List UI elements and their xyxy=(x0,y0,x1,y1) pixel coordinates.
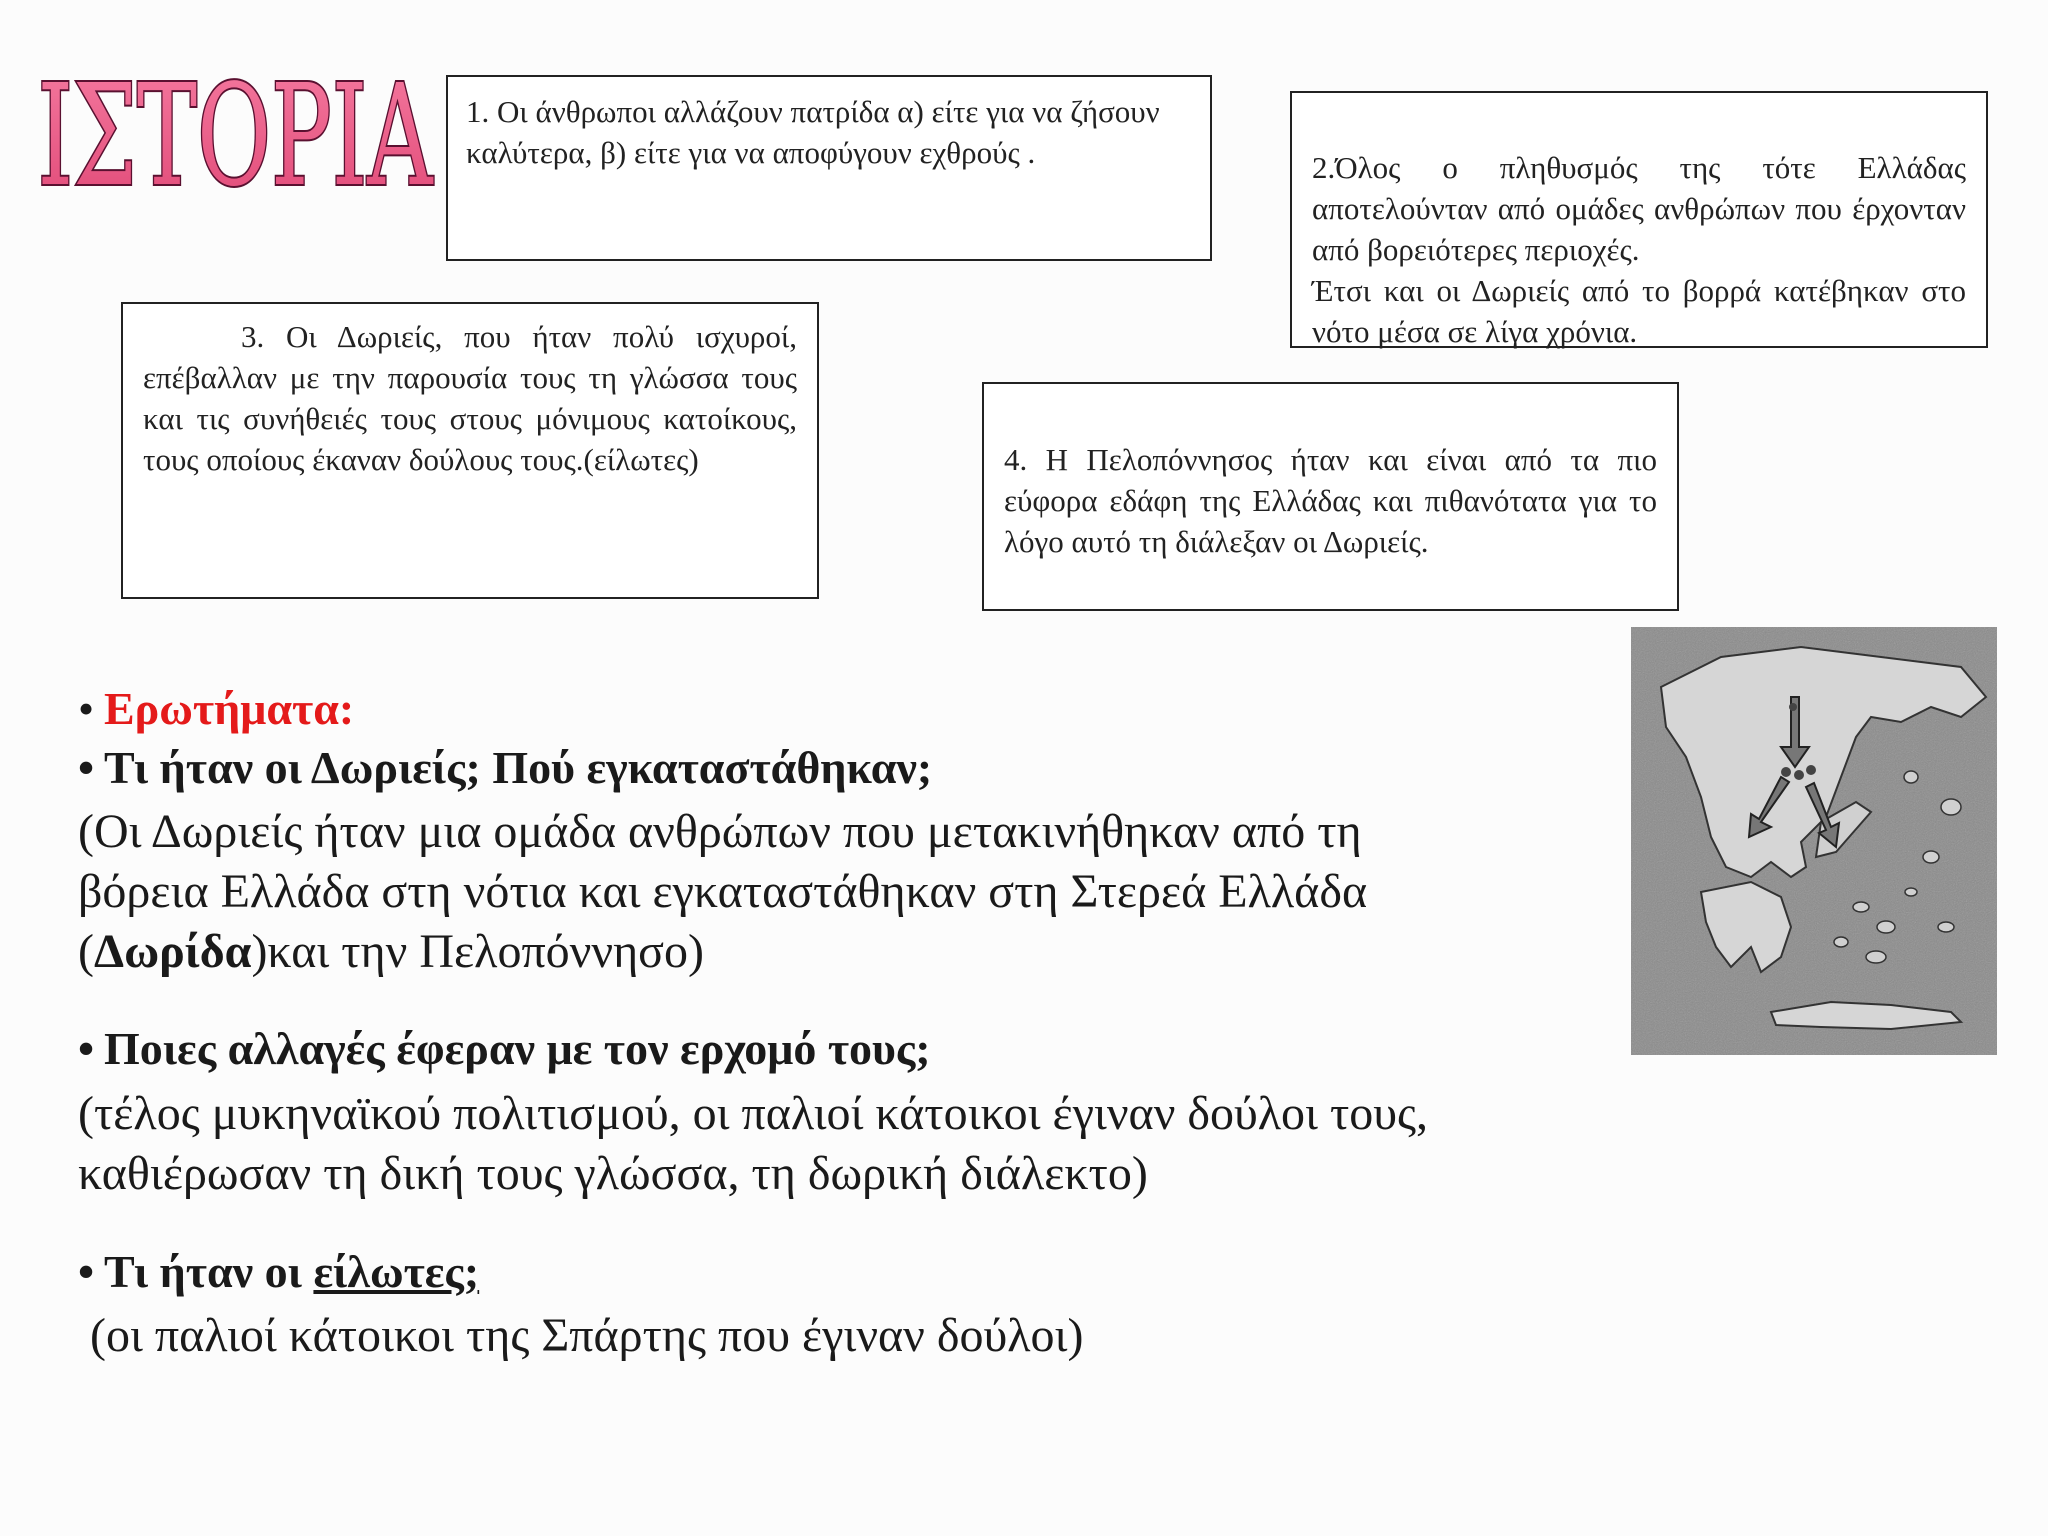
info-box-2-text-2: Έτσι και οι Δωριείς από το βορρά κατέβηκαν στο νότο μέσα σε λίγα χρόνια. xyxy=(1312,273,1966,349)
questions-heading xyxy=(78,680,354,738)
answer-1-line-1: (Οι Δωριείς ήταν μια ομάδα ανθρώπων που μετακινήθηκαν από τη xyxy=(78,805,1362,858)
info-box-2 xyxy=(1290,91,1988,348)
title-wordart xyxy=(30,50,440,210)
bullet: • xyxy=(78,742,95,793)
info-box-1 xyxy=(446,75,1212,261)
info-box-2-text-1: 2.Όλος ο πληθυσμός της τότε Ελλάδας αποτελούνταν από ομάδες ανθρώπων που έρχονταν από βορειότερες περιοχές. xyxy=(1312,150,1966,267)
answer-1-rest: )και την Πελοπόννησο) xyxy=(251,925,705,978)
answer-2-line-1: (τέλος μυκηναϊκού πολιτισμού, οι παλιοί κάτοικοι έγιναν δούλοι τους, xyxy=(78,1087,1429,1140)
greece-map-image xyxy=(1631,627,1997,1055)
question-3 xyxy=(78,1243,479,1301)
bullet: • xyxy=(78,683,95,734)
answer-3: (οι παλιοί κάτοικοι της Σπάρτης που έγιναν δούλοι) xyxy=(78,1309,1084,1362)
questions-heading-text: Ερωτήματα: xyxy=(104,683,355,734)
answer-1-open-paren: ( xyxy=(78,925,94,978)
info-box-3-text: 3. Οι Δωριείς, που ήταν πολύ ισχυροί, επέβαλλαν με την παρουσία τους τη γλώσσα τους και τις συνήθειές τους στους μόνιμους κατοίκους, τους οποίους έκαναν δούλους τους.(είλωτες) xyxy=(143,319,797,477)
question-3-underlined: είλωτες; xyxy=(313,1246,480,1297)
answer-1-line-2: βόρεια Ελλάδα στη νότια και εγκαταστάθηκαν στη Στερεά Ελλάδα xyxy=(78,865,1368,918)
answer-2-line-2: καθιέρωσαν τη δική τους γλώσσα, τη δωρική διάλεκτο) xyxy=(78,1147,1148,1200)
question-1-text: Τι ήταν οι Δωριείς; Πού εγκαταστάθηκαν; xyxy=(104,742,933,793)
info-box-1-text: 1. Οι άνθρωποι αλλάζουν πατρίδα α) είτε για να ζήσουν καλύτερα, β) είτε για να αποφύγουν εχθρούς . xyxy=(466,94,1160,170)
page-title: ΙΣΤΟΡΙΑ xyxy=(37,55,434,210)
answer-1-bold-term: Δωρίδα xyxy=(93,925,252,978)
bullet: • xyxy=(78,1246,95,1297)
info-box-4-text: 4. Η Πελοπόννησος ήταν και είναι από τα πιο εύφορα εδάφη της Ελλάδας και πιθανότατα για το λόγο αυτό τη διάλεξαν οι Δωριείς. xyxy=(1004,442,1657,559)
question-2-text: Ποιες αλλαγές έφεραν με τον ερχομό τους; xyxy=(104,1023,931,1074)
question-2 xyxy=(78,1020,931,1078)
bullet: • xyxy=(78,1023,95,1074)
info-box-4 xyxy=(982,382,1679,611)
answer-1-line-3 xyxy=(78,922,704,982)
question-3-text: Τι ήταν οι xyxy=(104,1246,314,1297)
info-box-3 xyxy=(121,302,819,599)
question-1 xyxy=(78,739,932,797)
